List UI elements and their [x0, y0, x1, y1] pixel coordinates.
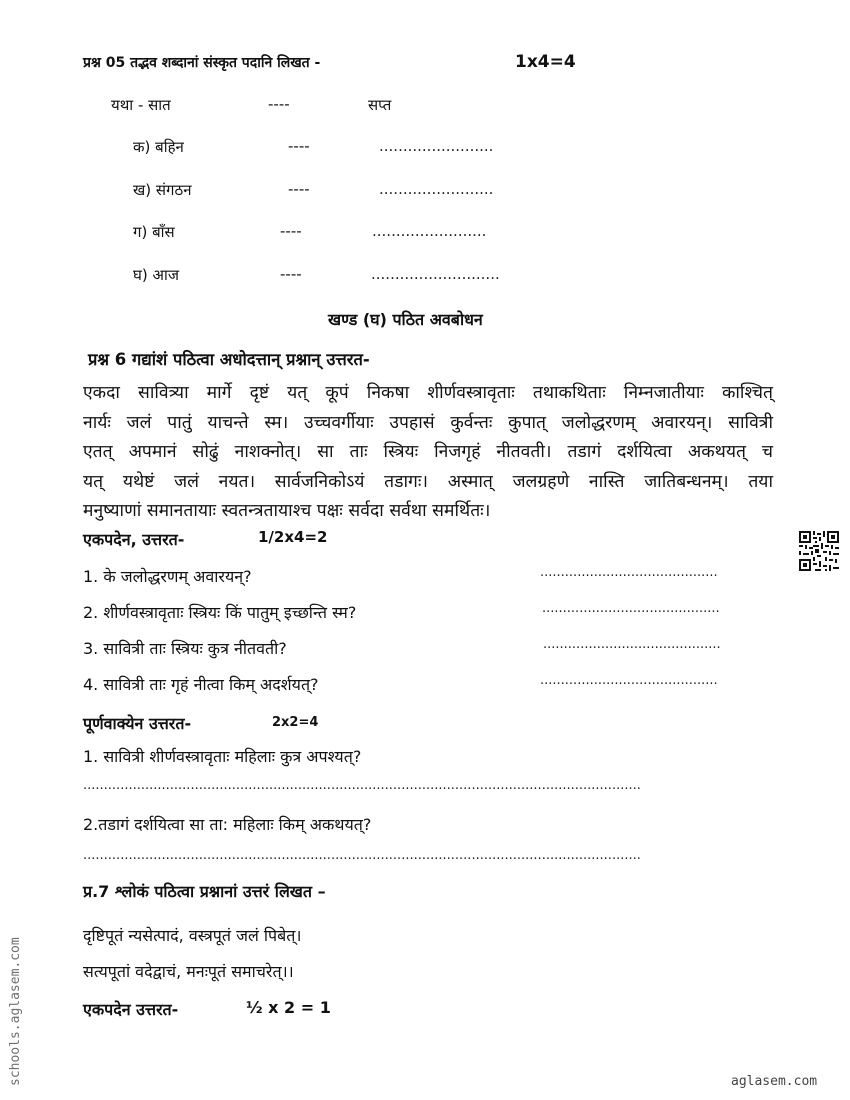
full-sentence-heading: पूर्णवाक्येन उत्तरत-: [83, 714, 192, 733]
answer-blank: ...........................................: [542, 601, 720, 616]
q5-item-dash: ----: [280, 222, 302, 240]
one-word-question: 4. सावित्री ताः गृहं नीत्वा किम् अदर्शयत्?: [83, 675, 319, 694]
q5-marks: 1x4=4: [515, 52, 576, 72]
passage-line: एतत् अपमानं सोढुं नाशक्नोत्। सा ताः स्त्रियः निजगृहं नीतवती। तडागं दर्शयित्वा अकथयत् च: [83, 442, 773, 462]
passage-line: नार्यः जलं पातुं याचन्ते स्म। उच्चवर्गीयाः उपहासं कुर्वन्तः कुपात् जलोद्धरणम् अवारयन्। सावित्री: [83, 412, 773, 433]
q6-title: प्रश्न 6 गद्यांशं पठित्वा अधोदत्तान् प्रश्नान् उत्तरत-: [88, 350, 370, 369]
shloka-line: सत्यपूतां वदेद्वाचं, मनःपूतं समाचरेत्।।: [83, 962, 294, 981]
passage-line: यत् यथेष्टं जलं नयत। सार्वजनिकोऽयं तडागः। अस्मात् जलग्रहणे नास्ति जातिबन्धनम्। तया: [83, 471, 773, 492]
answer-blank: ...........................................: [543, 637, 721, 652]
one-word-marks: 1/2x4=2: [258, 528, 328, 546]
one-word-question: 2. शीर्णवस्त्रावृताः स्त्रियः किं पातुम् इच्छन्ति स्म?: [83, 603, 357, 622]
q5-item-label: घ) आज: [133, 266, 179, 284]
q5-item-blank: ........................: [379, 137, 494, 155]
q5-item-blank: ........................: [379, 180, 494, 198]
one-word-question: 1. के जलोद्धरणम् अवारयन्?: [83, 567, 252, 586]
side-watermark: schools.aglasem.com: [8, 937, 23, 1086]
q5-item-label: क) बहिन: [133, 138, 184, 156]
qr-code: [799, 531, 839, 571]
one-word-heading: एकपदेन, उत्तरत-: [83, 530, 185, 549]
one-word-question: 3. सावित्री ताः स्त्रियः कुत्र नीतवती?: [83, 639, 287, 658]
q5-item-label: ख) संगठन: [133, 181, 192, 199]
footer-watermark: aglasem.com: [731, 1074, 818, 1089]
q7-title: प्र.7 श्लोकं पठित्वा प्रश्नानां उत्तरं लिखत –: [83, 882, 326, 901]
q5-item-label: ग) बाँस: [133, 223, 175, 241]
passage-line: एकदा सावित्र्या मार्गे दृष्टं यत् कूपं निकषा शीर्णवस्त्रावृताः तथाकथिताः निम्नजातीयाः काश्चित्: [83, 383, 773, 403]
q5-item-blank: ........................: [372, 222, 487, 240]
full-sentence-question: 1. सावित्री शीर्णवस्त्रावृताः महिलाः कुत्र अपश्यत्?: [83, 747, 362, 766]
answer-blank: ...........................................: [540, 565, 718, 580]
answer-blank: ...........................................: [540, 673, 718, 688]
q5-example-label: यथा - सात: [111, 96, 171, 114]
q5-item-dash: ----: [288, 180, 310, 198]
passage-line: मनुष्याणां समानतायाः स्वतन्त्रतायाश्च पक्षः सर्वदा सर्वथा समर्थितः।: [83, 501, 491, 521]
shloka-line: दृष्टिपूतं न्यसेत्पादं, वस्त्रपूतं जलं पिबेत्।: [83, 926, 302, 945]
q5-item-dash: ----: [288, 137, 310, 155]
full-sentence-question: 2.तडागं दर्शयित्वा सा ता: महिलाः किम् अकथयत्?: [83, 815, 372, 834]
q5-item-blank: ...........................: [371, 265, 500, 283]
q5-item-dash: ----: [280, 265, 302, 283]
q7-one-word-heading: एकपदेन उत्तरत-: [83, 1000, 179, 1019]
answer-line: .......................................................................................................................................: [83, 778, 641, 793]
answer-line: .......................................................................................................................................: [83, 848, 641, 863]
section-heading: खण्ड (घ) पठित अवबोधन: [328, 310, 483, 329]
q6-passage: [83, 379, 773, 527]
q5-example-answer: सप्त: [368, 96, 392, 114]
q5-example-dash: ----: [268, 95, 290, 113]
full-sentence-marks: 2x2=4: [272, 715, 319, 730]
q7-one-word-marks: ½ x 2 = 1: [246, 998, 331, 1017]
q5-title: प्रश्न 05 तद्भव शब्दानां संस्कृत पदानि लिखत -: [83, 55, 321, 71]
